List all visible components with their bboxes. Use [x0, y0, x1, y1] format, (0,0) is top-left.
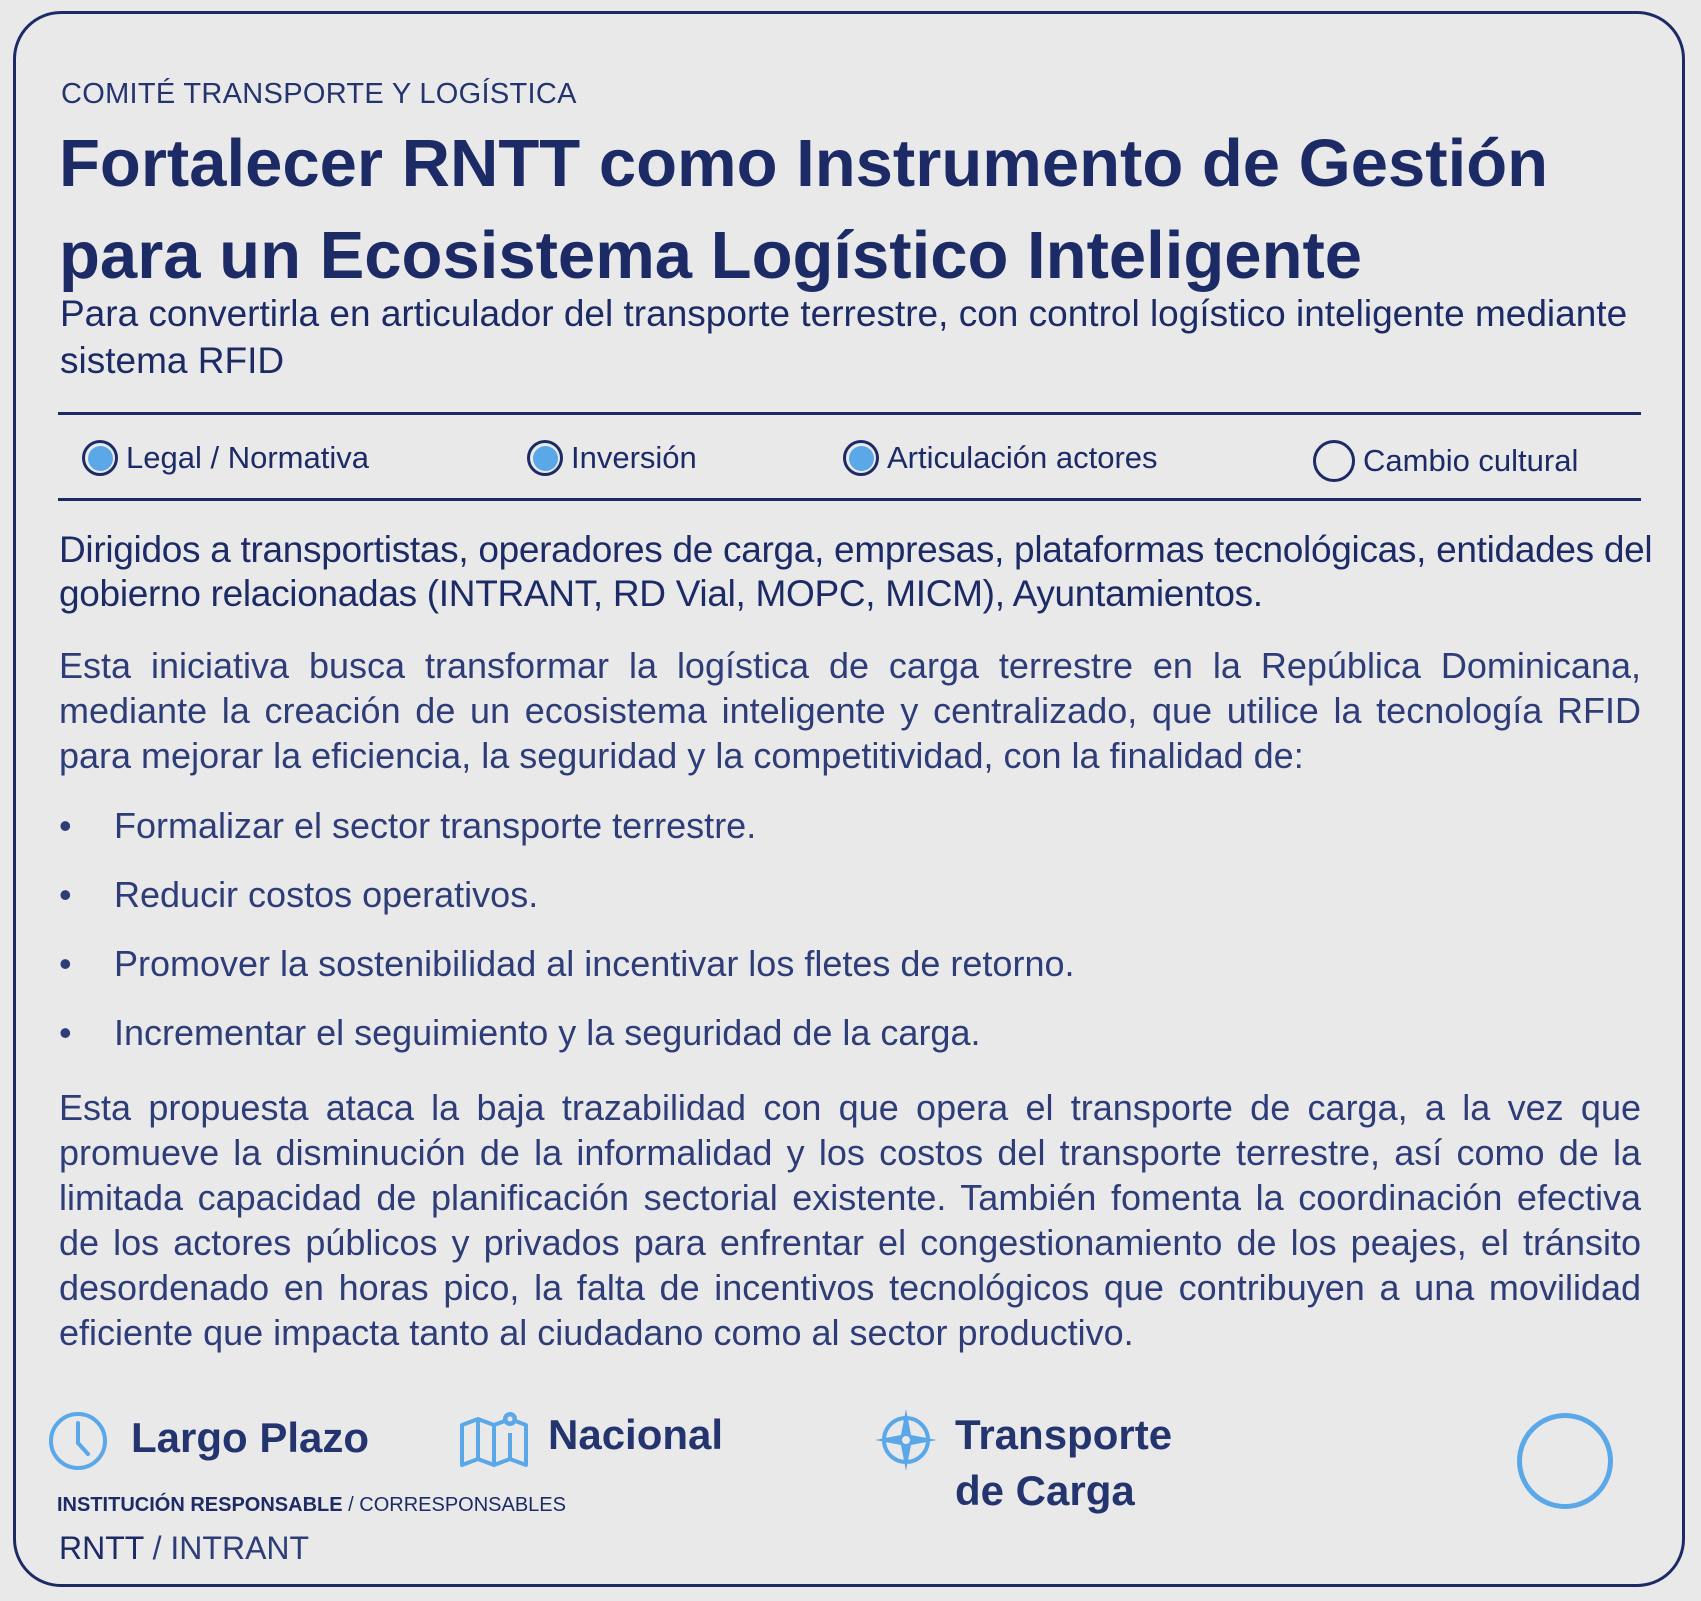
- list-item: • Formalizar el sector transporte terrestre.: [59, 805, 757, 846]
- compass-icon: [873, 1407, 939, 1473]
- institution-heading: INSTITUCIÓN RESPONSABLE / CORRESPONSABLES: [57, 1494, 566, 1516]
- bullet-marker: •: [59, 874, 72, 915]
- scope-meta: [458, 1407, 723, 1469]
- category-label: Legal / Normativa: [126, 440, 369, 475]
- category-label: Cambio cultural: [1363, 443, 1579, 478]
- bullet-marker: •: [59, 943, 72, 984]
- intro-paragraph: Esta iniciativa busca transformar la logística de carga terrestre en la República Dominicana, mediante la creación de un ecosistema inteligente y centralizado, que utilice la tecnología RFID para mejorar la eficiencia, la seguridad y la competitividad, con la finalidad de:: [59, 645, 1641, 776]
- audience-text: Dirigidos a transportistas, operadores de carga, empresas, plataformas tecnológicas, entidades del gobierno relacionadas (INTRANT, RD Vial, MOPC, MICM), Ayuntamientos.: [59, 529, 1653, 614]
- bullet-marker: •: [59, 805, 72, 846]
- term-meta: [47, 1410, 369, 1472]
- category-legal[interactable]: [82, 440, 369, 476]
- category-label: Inversión: [571, 440, 697, 475]
- institution-value: RNTT / INTRANT: [59, 1530, 310, 1566]
- radio-checked-icon: [527, 440, 563, 476]
- objectives-list: [59, 803, 1641, 1079]
- category-cambio-cultural[interactable]: [1313, 440, 1578, 482]
- list-item: • Promover la sostenibilidad al incentivar los fletes de retorno.: [59, 943, 1075, 984]
- closing-paragraph: Esta propuesta ataca la baja trazabilidad con que opera el transporte de carga, a la vez que promueve la disminución de la informalidad y los costos del transporte terrestre, así como de la limitada capacidad de planificación sectorial existente. También fomenta la coordinación efectiva de los actores públicos y privados para enfrentar el congestionamiento de los peajes, el tránsito desordenado en horas pico, la falta de incentivos tecnológicos que contribuyen a una movilidad eficiente que impacta tanto al ciudadano como al sector productivo.: [59, 1087, 1641, 1353]
- radio-checked-icon: [843, 440, 879, 476]
- radio-unchecked-icon: [1313, 440, 1355, 482]
- radio-checked-icon: [82, 440, 118, 476]
- category-inversion[interactable]: [527, 440, 697, 476]
- category-articulacion[interactable]: [843, 440, 1158, 476]
- sector-label: Transporte de Carga: [955, 1411, 1173, 1514]
- map-icon: [458, 1407, 530, 1469]
- status-circle-icon: [1517, 1413, 1613, 1509]
- divider-top: [58, 412, 1641, 415]
- committee-label: COMITÉ TRANSPORTE Y LOGÍSTICA: [61, 78, 577, 110]
- page-title: Fortalecer RNTT como Instrumento de Gestión para un Ecosistema Logístico Inteligente: [59, 126, 1549, 293]
- divider-bottom: [58, 498, 1641, 501]
- sector-meta: [873, 1407, 1172, 1519]
- term-label: Largo Plazo: [131, 1414, 370, 1461]
- list-item: • Reducir costos operativos.: [59, 874, 539, 915]
- scope-label: Nacional: [548, 1411, 724, 1458]
- subtitle: Para convertirla en articulador del transporte terrestre, con control logístico inteligente mediante sistema RFID: [60, 293, 1628, 381]
- category-label: Articulación actores: [887, 440, 1158, 475]
- list-item: • Incrementar el seguimiento y la seguridad de la carga.: [59, 1012, 981, 1053]
- clock-icon: [47, 1410, 109, 1472]
- bullet-marker: •: [59, 1012, 72, 1053]
